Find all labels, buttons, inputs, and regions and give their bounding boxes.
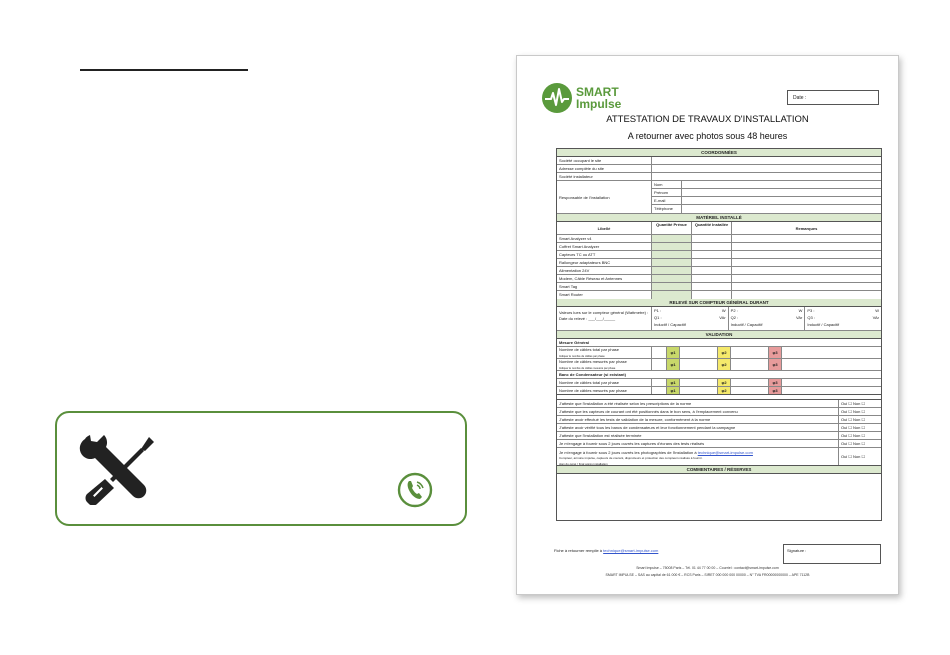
phi2-cell: φ2	[718, 359, 731, 370]
mesures-phase-label: Nombre de câbles mesurés par phase	[559, 359, 627, 364]
header-libelle: Libellé	[557, 222, 652, 234]
header-prevue: Quantité Prévue	[652, 222, 692, 234]
oui-non-checkbox: Oui ☐ Non ☐	[841, 417, 866, 422]
table-row	[557, 243, 881, 251]
form-row	[557, 165, 881, 173]
unit-var: VAr	[719, 315, 726, 320]
note-label: Indiquer le nombre de câbles mesurés par phase	[559, 367, 616, 370]
condensateur-label: Banc de Condensateur (si existant)	[559, 372, 626, 377]
phi1-cell: φ1	[667, 387, 680, 394]
attestation-row	[557, 432, 881, 440]
label-responsable: Responsable de l'installation	[557, 181, 652, 213]
releve-valeurs-label: Valeurs lues sur le compteur général (Wattmetre) :	[559, 310, 649, 315]
item-label: Smart Tag	[557, 283, 652, 290]
wrench-screwdriver-icon	[75, 435, 155, 505]
phone-icon	[396, 471, 434, 509]
item-label: Capteurs TC ou ATT	[557, 251, 652, 258]
phi3-cell: φ3	[769, 379, 782, 386]
subheading-row	[557, 371, 881, 379]
unit-w: W	[721, 308, 726, 313]
document-subtitle: A retourner avec photos sous 48 heures	[627, 131, 788, 141]
releve-date-label: Date du relevé : ___/___/_____	[559, 316, 616, 321]
phi2-cell: φ2	[718, 379, 731, 386]
oui-non-checkbox: Oui ☐ Non ☐	[841, 441, 866, 446]
document-title: ATTESTATION DE TRAVAUX D'INSTALLATION	[606, 114, 809, 125]
attestation-note: plan du géné / final après installation	[559, 462, 608, 465]
item-label: Smart Router	[557, 291, 652, 299]
phi1-cell: φ1	[667, 379, 680, 386]
total-phase-label: Nombre de câbles total par phase	[559, 347, 620, 352]
table-row	[557, 291, 881, 299]
table-row	[557, 259, 881, 267]
smart-impulse-logo	[541, 82, 621, 114]
attestation-row	[557, 416, 881, 424]
label-prenom: Prénom	[652, 189, 682, 196]
footer-email-link[interactable]: technique@smart-impulse.com	[603, 548, 659, 553]
attestation-row	[557, 448, 881, 466]
header-remarques: Remarques	[795, 226, 818, 231]
p2-label: P2 :	[730, 308, 738, 313]
address-line-1: Smart Impulse – 75008 Paris – Tél. 01 44 77 00 00 – Courriel : contact@smart-impulse.com	[636, 566, 779, 570]
q2-label: Q2 :	[730, 315, 739, 320]
form-row	[557, 157, 881, 165]
logo-line1: SMART	[576, 85, 619, 99]
attestation-text: J'atteste que les capteurs de courant ont été positionnés dans le bon sens, à l'emplacement convenu	[557, 408, 839, 415]
table-row	[557, 283, 881, 291]
phi3-cell: φ3	[769, 387, 782, 394]
phi3-cell: φ3	[769, 347, 782, 358]
oui-non-checkbox: Oui ☐ Non ☐	[841, 454, 866, 459]
installation-form-document	[516, 55, 899, 595]
attestation-text: Je m'engage à fournir sous 2 jours ouvrés les captures d'écrans des tests réalisés	[557, 440, 839, 447]
label-site: Société occupant le site	[557, 157, 652, 164]
oui-non-checkbox: Oui ☐ Non ☐	[841, 425, 866, 430]
table-row	[557, 379, 881, 387]
label-nom: Nom	[652, 181, 682, 188]
unit-w: W	[875, 308, 880, 313]
footer-return-note	[554, 548, 658, 553]
oui-non-checkbox: Oui ☐ Non ☐	[841, 409, 866, 414]
address-line-2: SMART IMPULSE – SAS au capital de 61 000 € – RCS Paris – SIRET 000 000 000 00000 – N° TVA FR00000000000 – APE 7112B	[605, 573, 810, 577]
p3-label: P3 :	[807, 308, 815, 313]
releve-block	[557, 307, 881, 331]
attestation-row	[557, 400, 881, 408]
inductif-label: Inductif / Capacitif	[730, 322, 763, 327]
attestation-text: J'atteste avoir effectué les tests de validation de la mesure, conformément à la norme	[557, 416, 839, 423]
table-row	[557, 267, 881, 275]
form-table	[556, 148, 882, 521]
unit-var: VAr	[795, 315, 803, 320]
attestation-row	[557, 440, 881, 448]
signature-box: Signature :	[783, 544, 881, 564]
attestation-note: Compteur, armoire impulse, capteurs de courant, disjoncteurs et protection des compteurs réalisés à fournir.	[559, 456, 703, 460]
mesure-general-label: Mesure Général	[559, 340, 590, 345]
materiel-header-row	[557, 222, 881, 235]
subheading-row	[557, 339, 881, 347]
phi3-cell: φ3	[769, 359, 782, 370]
q3-label: Q3 :	[807, 315, 815, 320]
unit-var: VAr	[872, 315, 880, 320]
attestation-row	[557, 408, 881, 416]
attestation-text: J'atteste que l'installation est réalisée terminée	[557, 432, 839, 439]
footer-label: Fiche à retourner remplie à	[554, 548, 603, 553]
attestation-row	[557, 424, 881, 432]
section-releve: RELEVÉ SUR COMPTEUR GÉNÉRAL DURANT	[557, 299, 881, 307]
comments-area	[557, 474, 881, 520]
title-underline	[80, 69, 248, 71]
phi2-cell: φ2	[718, 347, 731, 358]
item-label: Coffret Smart Analyzer	[557, 243, 652, 250]
attestation-text: J'atteste avoir vérifié tous les bancs de condensateurs et leur fonctionnement pendant la campagne	[557, 424, 839, 431]
table-row	[557, 235, 881, 243]
total-phase-label: Nombre de câbles total par phase	[557, 379, 652, 386]
date-field: Date :	[787, 90, 879, 105]
label-telephone: Téléphone	[652, 205, 682, 213]
oui-non-checkbox: Oui ☐ Non ☐	[841, 433, 866, 438]
responsable-block	[557, 181, 881, 214]
phi1-cell: φ1	[667, 347, 680, 358]
item-label: Smart Analyzer v4	[557, 235, 652, 242]
materiel-list	[557, 235, 881, 299]
table-row	[557, 387, 881, 395]
mesures-phase-label: Nombre de câbles mesurés par phase	[557, 387, 652, 394]
p1-label: P1 :	[654, 308, 662, 313]
form-row	[557, 173, 881, 181]
label-email: E-mail	[652, 197, 682, 204]
pulse-logo-icon	[541, 82, 573, 114]
attestation-text: J'atteste que l'installation a été réalisée selon les prescriptions de la norme	[557, 400, 839, 407]
section-coordonnees: COORDONNÉES	[557, 149, 881, 157]
email-link[interactable]: technique@smart-impulse.com	[697, 450, 753, 455]
section-commentaires: COMMENTAIRES / RÉSERVES	[557, 466, 881, 474]
item-label: Rallongeur adaptateurs BNC	[557, 259, 652, 266]
inductif-label: Inductif / Capacitif	[807, 322, 840, 327]
table-row	[557, 251, 881, 259]
oui-non-checkbox: Oui ☐ Non ☐	[841, 401, 866, 406]
note-label: Indiquer le nombre de câbles par phase	[559, 355, 605, 358]
attestation-list	[557, 399, 881, 466]
section-materiel: MATÉRIEL INSTALLÉ	[557, 214, 881, 222]
label-installateur: Société installateur	[557, 173, 652, 180]
table-row	[557, 359, 881, 371]
phi2-cell: φ2	[718, 387, 731, 394]
header-installee: Quantité Installée	[692, 222, 732, 234]
label-adresse: Adresse complète du site	[557, 165, 652, 172]
section-validation: VALIDATION	[557, 331, 881, 339]
item-label: Modem, Câble Réseau et Antennes	[557, 275, 652, 282]
item-label: Alimentation 24V	[557, 267, 652, 274]
logo-line2: Impulse	[576, 97, 622, 111]
unit-w: W	[798, 308, 803, 313]
attestation-text: Je m'engage à fournir sous 2 jours ouvrés les photographies de l'installation à	[559, 450, 697, 455]
table-row	[557, 347, 881, 359]
logo-text	[576, 86, 621, 110]
phi1-cell: φ1	[667, 359, 680, 370]
q1-label: Q1 :	[654, 315, 662, 320]
inductif-label: Inductif / Capacitif	[654, 322, 686, 327]
table-row	[557, 275, 881, 283]
